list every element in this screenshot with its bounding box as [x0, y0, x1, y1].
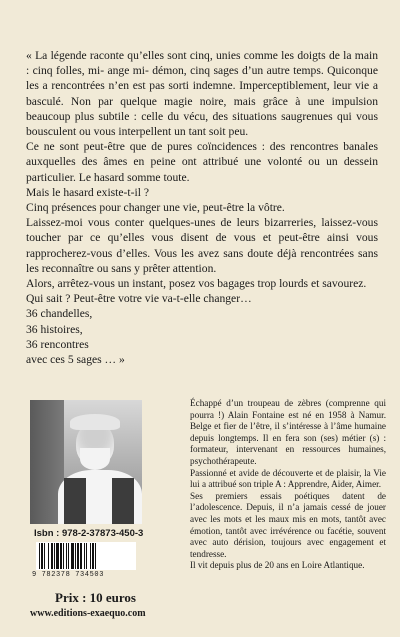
blurb-paragraph: Mais le hasard existe-t-il ? — [26, 185, 149, 199]
bio-paragraph: Ses premiers essais poétiques datent de l’adolescence. Depuis, il n’a jamais cessé de jouer avec les mots et les maux mis en mots, tantôt avec émotion, tantôt avec irrévérence ou facétie, souvent avec auto dérision, toujours avec engagement et tendresse. — [190, 490, 386, 559]
blurb-paragraph: Alors, arrêtez-vous un instant, posez vos bagages trop lourds et savourez. — [26, 277, 367, 291]
blurb-list-line: 36 rencontres — [26, 337, 89, 351]
barcode-digits: 9 782378 734503 — [32, 571, 105, 579]
barcode — [36, 542, 136, 570]
blurb-paragraph: Cinq présences pour changer une vie, peut-être la vôtre. — [26, 201, 285, 215]
author-biography — [190, 398, 386, 572]
blurb-list-line: 36 chandelles, — [26, 307, 93, 321]
back-cover-blurb — [26, 48, 378, 367]
bio-paragraph: Échappé d’un troupeau de zèbres (comprenne qui pourra !) Alain Fontaine est né en 1958 à Namur. Belge et fier de l’être, il s’intéresse à l’âme humaine depuis longtemps. Il en fera son (ses) métier (s) : formateur, intervenant en ressources humaines, psychothérapeute. — [190, 398, 386, 466]
author-photo — [30, 400, 142, 524]
blurb-paragraph: Qui sait ? Peut-être votre vie va-t-elle changer… — [26, 292, 252, 306]
blurb-paragraph: Laissez-moi vous conter quelques-unes de leurs bizarreries, laissez-vous toucher par ce qu’elles vous disent de vous et peut-être ainsi vous rapprocherez-vous d’elles. Vous les avez sans doute déjà rencontrées sans les reconnaître ou sans y prêter attention. — [26, 216, 378, 275]
blurb-list-line: avec ces 5 sages … » — [26, 353, 125, 367]
bio-paragraph: Passionné et avide de découverte et de plaisir, la Vie lui a attribué son triple A : Apprendre, Aider, Aimer. — [190, 467, 386, 490]
blurb-paragraph: Ce ne sont peut-être que de pures coïncidences : des rencontres banales auxquelles des âmes en peine ont attribué une volonté ou un dessein particulier. Le hasard somme toute. — [26, 140, 378, 184]
blurb-list-line: 36 histoires, — [26, 322, 83, 336]
price: Prix : 10 euros — [55, 590, 136, 605]
blurb-closing-list — [26, 306, 378, 367]
bio-paragraph: Il vit depuis plus de 20 ans en Loire Atlantique. — [190, 560, 365, 571]
blurb-paragraph: « La légende raconte qu’elles sont cinq, unies comme les doigts de la main : cinq folles, mi- ange mi- démon, cinq sages d’un autre temps. Quiconque les a rencontrées n’en est pas sorti indemne. Imperceptiblement, leur vie a basculé. Non par quelque magie noire, mais grâce à une impulsion beaucoup plus subtile : celle du vécu, des situations saugrenues qui vous bousculent ou vous interpellent un tant soit peu. — [26, 49, 378, 139]
publisher-website: www.editions-exaequo.com — [30, 608, 146, 619]
isbn-label: Isbn : 978-2-37873-450-3 — [34, 528, 144, 539]
